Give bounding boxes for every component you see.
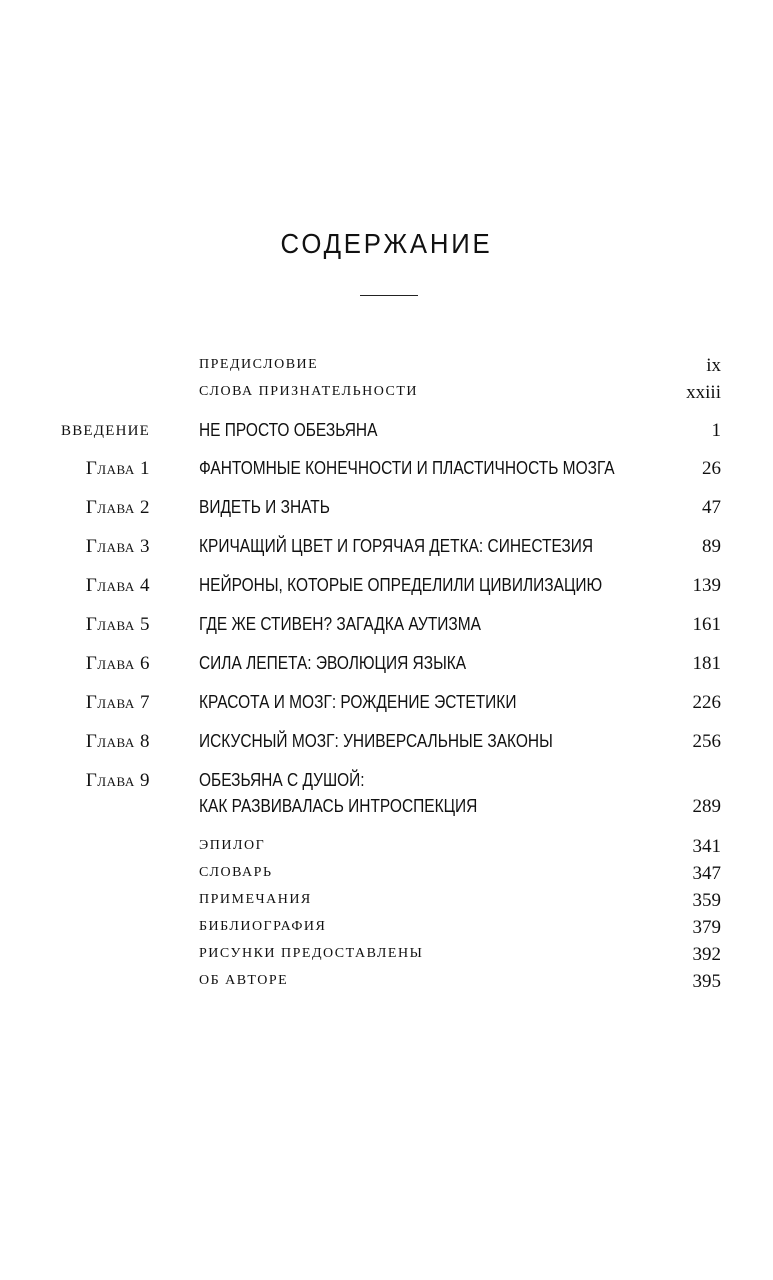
title-divider (360, 295, 418, 296)
toc-page-number: 347 (692, 863, 721, 884)
toc-row-chapter-2[interactable] (0, 497, 773, 527)
toc-row-chapter-8[interactable] (0, 731, 773, 761)
toc-entry-label: Глава 5 (85, 614, 150, 635)
toc-entry-title-line2: КАК РАЗВИВАЛАСЬ ИНТРОСПЕКЦИЯ (199, 796, 478, 816)
toc-row-illustration-credits[interactable] (0, 944, 773, 974)
toc-row-bibliography[interactable] (0, 917, 773, 947)
toc-page-number: 341 (692, 836, 721, 857)
toc-row-chapter-5[interactable] (0, 614, 773, 644)
toc-row-preface[interactable] (0, 355, 773, 385)
toc-page-number: ix (706, 355, 721, 376)
toc-page-number: 1 (711, 420, 721, 441)
toc-page-number: 181 (692, 653, 721, 674)
toc-entry-title: РИСУНКИ ПРЕДОСТАВЛЕНЫ (199, 946, 424, 961)
toc-entry-title: ИСКУСНЫЙ МОЗГ: УНИВЕРСАЛЬНЫЕ ЗАКОНЫ (199, 731, 553, 751)
toc-page-number: 161 (692, 614, 721, 635)
toc-page-number: 289 (692, 796, 721, 817)
toc-entry-title: ГДЕ ЖЕ СТИВЕН? ЗАГАДКА АУТИЗМА (199, 614, 481, 634)
toc-entry-label: Глава 9 (85, 770, 150, 791)
toc-entry-title: СЛОВА ПРИЗНАТЕЛЬНОСТИ (199, 384, 419, 399)
toc-page-number: 379 (692, 917, 721, 938)
toc-entry-title: ПРИМЕЧАНИЯ (199, 892, 312, 907)
toc-row-chapter-9[interactable] (0, 770, 773, 828)
toc-entry-label: Глава 2 (85, 497, 150, 518)
toc-page-number: 256 (692, 731, 721, 752)
toc-entry-title: КРИЧАЩИЙ ЦВЕТ И ГОРЯЧАЯ ДЕТКА: СИНЕСТЕЗИЯ (199, 536, 594, 556)
toc-entry-title: ОБЕЗЬЯНА С ДУШОЙ: (199, 770, 365, 790)
toc-row-acknowledgements[interactable] (0, 382, 773, 412)
toc-page-number: 47 (702, 497, 721, 518)
toc-row-chapter-7[interactable] (0, 692, 773, 722)
toc-entry-title: ОБ АВТОРЕ (199, 973, 289, 988)
toc-page-number: 226 (692, 692, 721, 713)
toc-row-chapter-3[interactable] (0, 536, 773, 566)
toc-entry-label: Глава 8 (85, 731, 150, 752)
toc-entry-label: Глава 7 (85, 692, 150, 713)
toc-entry-title: СИЛА ЛЕПЕТА: ЭВОЛЮЦИЯ ЯЗЫКА (199, 653, 467, 673)
toc-row-chapter-4[interactable] (0, 575, 773, 605)
toc-entry-title: СЛОВАРЬ (199, 865, 273, 880)
toc-row-chapter-6[interactable] (0, 653, 773, 683)
toc-row-chapter-1[interactable] (0, 458, 773, 488)
toc-entry-title: НЕ ПРОСТО ОБЕЗЬЯНА (199, 420, 378, 440)
toc-entry-title: ФАНТОМНЫЕ КОНЕЧНОСТИ И ПЛАСТИЧНОСТЬ МОЗГА (199, 458, 615, 478)
toc-page-number: 89 (702, 536, 721, 557)
toc-row-notes[interactable] (0, 890, 773, 920)
toc-entry-label: Глава 4 (85, 575, 150, 596)
toc-entry-label: ВВЕДЕНИЕ (61, 423, 150, 439)
toc-entry-title: БИБЛИОГРАФИЯ (199, 919, 327, 934)
toc-entry-title: КРАСОТА И МОЗГ: РОЖДЕНИЕ ЭСТЕТИКИ (199, 692, 517, 712)
toc-entry-label: Глава 1 (85, 458, 150, 479)
toc-entry-title: НЕЙРОНЫ, КОТОРЫЕ ОПРЕДЕЛИЛИ ЦИВИЛИЗАЦИЮ (199, 575, 603, 595)
toc-entry-title: ВИДЕТЬ И ЗНАТЬ (199, 497, 330, 517)
toc-page-number: 395 (692, 971, 721, 992)
toc-page-number: xxiii (686, 382, 721, 403)
toc-row-glossary[interactable] (0, 863, 773, 893)
toc-page-number: 139 (692, 575, 721, 596)
toc-row-introduction[interactable] (0, 420, 773, 450)
toc-page-number: 392 (692, 944, 721, 965)
toc-row-epilogue[interactable] (0, 836, 773, 866)
toc-entry-label: Глава 6 (85, 653, 150, 674)
toc-entry-title: ПРЕДИСЛОВИЕ (199, 357, 319, 372)
toc-entry-title: ЭПИЛОГ (199, 838, 266, 853)
toc-entry-label: Глава 3 (85, 536, 150, 557)
page-title: СОДЕРЖАНИЕ (280, 228, 493, 259)
toc-row-about-author[interactable] (0, 971, 773, 1001)
toc-page-number: 359 (692, 890, 721, 911)
toc-page-number: 26 (702, 458, 721, 479)
